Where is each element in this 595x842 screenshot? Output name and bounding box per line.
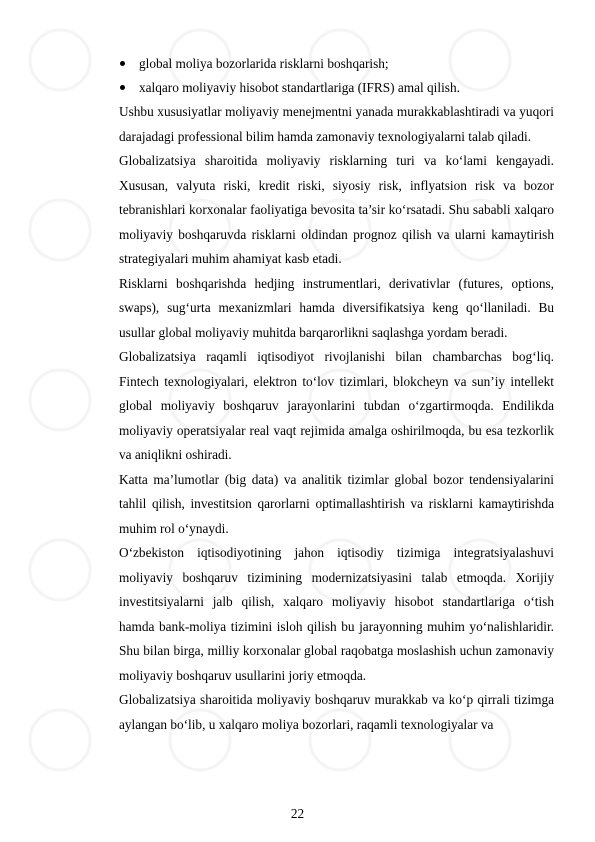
paragraph: Ushbu xususiyatlar moliyaviy menejmentni yanada murakkablashtiradi va yuqori darajadagi professional bilim hamda zamonaviy texnologiyalarni talab qiladi.: [119, 104, 554, 144]
paragraph: Globalizatsiya raqamli iqtisodiyot rivojlanishi bilan chambarchas bog‘liq. Fintech texnologiyalari, elektron to‘lov tizimlari, blokcheyn va sun’iy intellekt global moliyaviy boshqaruv jarayonlarini tubdan o‘zgartirmoqda. Endilikda moliyaviy operatsiyalar real vaqt rejimida amalga oshirilmoqda, bu esa tezkorlik va aniqlikni oshiradi.: [119, 349, 554, 462]
paragraph: O‘zbekiston iqtisodiyotining jahon iqtisodiy tizimiga integratsiyalashuvi moliyaviy boshqaruv tizimining modernizatsiyasini talab etmoqda. Xorijiy investitsiyalarni jalb qilish, xalqaro moliyaviy hisobot standartlariga o‘tish hamda bank-moliya tizimini isloh qilish bu jarayonning muhim yo‘nalishlaridir. Shu bilan birga, milliy korxonalar global raqobatga moslashish uchun zamonaviy moliyaviy boshqaruv usullarini joriy etmoqda.: [119, 545, 554, 683]
paragraph: Katta ma’lumotlar (big data) va analitik tizimlar global bozor tendensiyalarini tahlil qilish, investitsion qarorlarni optimallashtirish va risklarni kamaytirishda muhim rol o‘ynaydi.: [119, 471, 554, 536]
page-number: 22: [290, 806, 305, 821]
bullet-item: [119, 76, 554, 100]
bullet-text: global moliya bozorlarida risklarni boshqarish;: [139, 56, 389, 71]
bullet-list: [119, 52, 554, 100]
paragraph: Globalizatsiya sharoitida moliyaviy boshqaruv murakkab va ko‘p qirrali tizimga aylangan bo‘lib, u xalqaro moliya bozorlari, raqamli texnologiyalar va: [119, 692, 554, 732]
bullet-item: [119, 52, 554, 76]
paragraph: Risklarni boshqarishda hedjing instrumentlari, derivativlar (futures, options, swaps), sug‘urta mexanizmlari hamda diversifikatsiya keng qo‘llaniladi. Bu usullar global moliyaviy muhitda barqarorlikni saqlashga yordam beradi.: [119, 275, 554, 340]
bullet-text: xalqaro moliyaviy hisobot standartlariga (IFRS) amal qilish.: [139, 80, 460, 95]
paragraph: Globalizatsiya sharoitida moliyaviy risklarning turi va ko‘lami kengayadi. Xususan, valyuta riski, kredit riski, siyosiy risk, inflyatsion risk va bozor tebranishlari korxonalar faoliyatiga bevosita ta’sir ko‘rsatadi. Shu sababli xalqaro moliyaviy boshqaruvda risklarni oldindan prognoz qilish va ularni kamaytirish strategiyalari muhim ahamiyat kasb etadi.: [119, 153, 554, 266]
bullet-dot-icon: [120, 61, 125, 66]
page-body: [119, 52, 554, 737]
bullet-dot-icon: [120, 85, 125, 90]
